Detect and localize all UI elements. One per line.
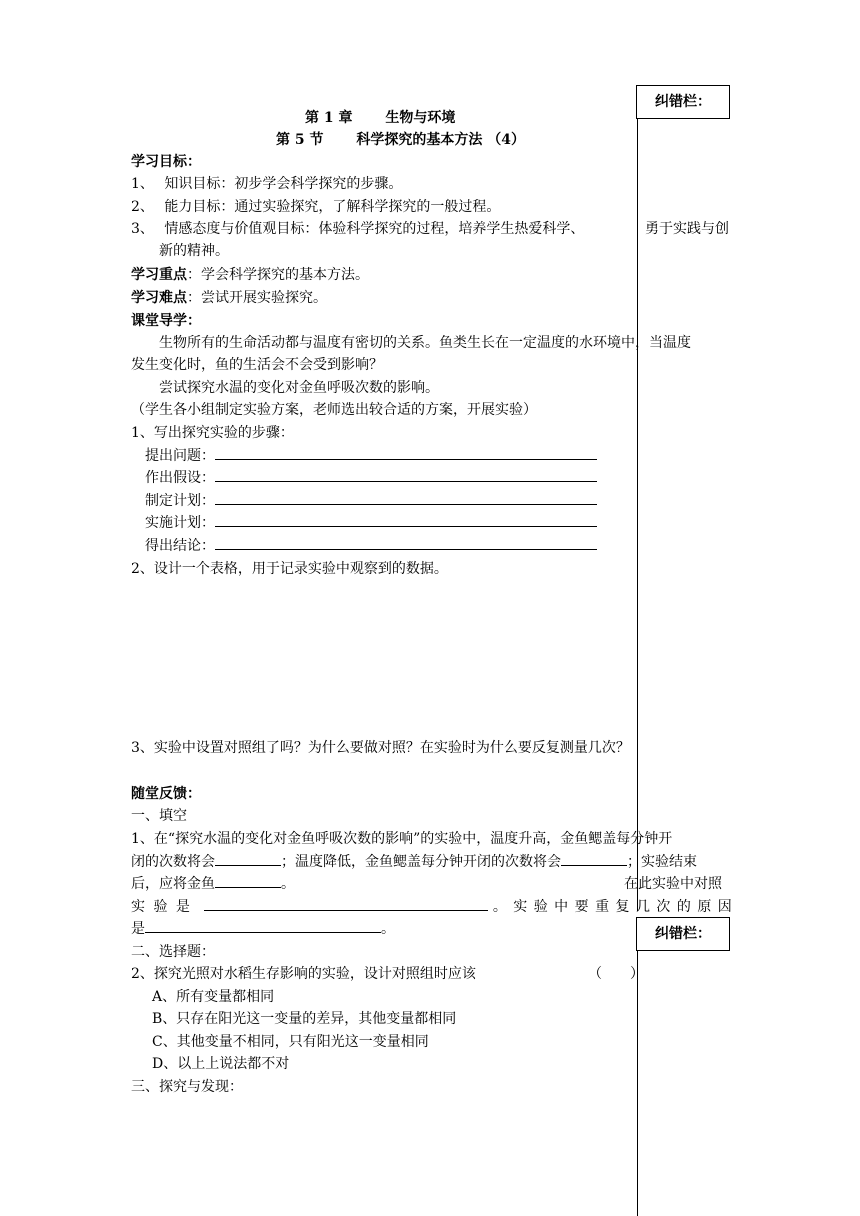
goal-text: 知识目标：初步学会科学探究的步骤。 (164, 176, 403, 192)
answer-blank[interactable] (215, 535, 597, 550)
step-row (145, 467, 597, 489)
focus-text: ：学会科学探究的基本方法。 (187, 267, 369, 283)
step-row (145, 512, 597, 534)
answer-blank[interactable] (215, 467, 597, 482)
section-title (276, 129, 525, 151)
question-3: 3、实验中设置对照组了吗？为什么要做对照？在实验时为什么要反复测量几次？ (131, 740, 630, 756)
chapter-number: 第 1 章 (305, 110, 353, 126)
answer-blank[interactable] (215, 445, 597, 460)
difficulty-text: ：尝试开展实验探究。 (187, 290, 327, 306)
fill-text: 是 (131, 921, 145, 937)
goal-text: 能力目标：通过实验探究，了解科学探究的一般过程。 (164, 199, 501, 215)
fill-line-tail: 在此实验中对照 (624, 876, 722, 892)
goal-item (131, 218, 584, 240)
goal-number: 3、 (131, 221, 154, 237)
fill-text: 闭的次数将会 (131, 854, 215, 870)
answer-blank[interactable] (215, 851, 281, 866)
step-label: 制定计划： (145, 493, 215, 509)
answer-blank[interactable] (204, 896, 488, 911)
goals-heading: 学习目标： (131, 154, 201, 170)
focus-heading: 学习重点 (131, 267, 187, 283)
choice-option[interactable]: A、所有变量都相同 (152, 989, 275, 1005)
fill-line: 1、在“探究水温的变化对金鱼呼吸次数的影响”的实验中，温度升高，金鱼鳃盖每分钟开 (131, 831, 673, 847)
answer-blank[interactable] (215, 512, 597, 527)
choice-option[interactable]: C、其他变量不相同，只有阳光这一变量相同 (152, 1034, 429, 1050)
choice-option[interactable]: D、以上上说法都不对 (152, 1056, 290, 1072)
fill-text: 实 验 是 (131, 899, 192, 915)
section-number: 第 5 节 (276, 132, 324, 148)
step-row (145, 490, 597, 512)
fill-line (131, 873, 295, 895)
part-2-heading: 二、选择题： (131, 944, 215, 960)
fill-text: 。 (381, 921, 395, 937)
fill-line (131, 851, 697, 873)
fill-line (131, 918, 395, 940)
answer-blank[interactable] (145, 918, 381, 933)
fill-line (131, 896, 733, 918)
step-row (145, 535, 597, 557)
guide-heading: 课堂导学： (131, 313, 201, 329)
step-label: 得出结论： (145, 538, 215, 554)
answer-blank[interactable] (215, 490, 597, 505)
answer-blank[interactable] (215, 873, 281, 888)
part-3-heading: 三、探究与发现： (131, 1079, 243, 1095)
feedback-heading: 随堂反馈： (131, 786, 201, 802)
difficulty-line (131, 287, 327, 309)
fill-text: 。 实 验 中 要 重 复 几 次 的 原 因 (492, 899, 733, 915)
correction-box-top: 纠错栏： (636, 85, 730, 119)
step-label: 作出假设： (145, 470, 215, 486)
correction-box-bottom: 纠错栏： (636, 917, 730, 951)
part-1-heading: 一、填空 (131, 808, 187, 824)
chapter-name: 生物与环境 (385, 110, 456, 126)
question-1: 1、写出探究实验的步骤： (131, 425, 294, 441)
goal-number: 2、 (131, 199, 154, 215)
fill-text: ；实验结束 (627, 854, 697, 870)
answer-blank[interactable] (561, 851, 627, 866)
step-row (145, 445, 597, 467)
answer-paren[interactable]: （ ） (588, 966, 644, 982)
correction-column-line-top (637, 118, 638, 911)
fill-text: 。 (281, 876, 295, 892)
section-name: 科学探究的基本方法 （4） (356, 132, 525, 148)
choice-option[interactable]: B、只存在阳光这一变量的差异，其他变量都相同 (152, 1011, 457, 1027)
goal-number: 1、 (131, 176, 154, 192)
guide-paragraph: 生物所有的生命活动都与温度有密切的关系。鱼类生长在一定温度的水环境中，当温度 (159, 335, 691, 351)
correction-column-line-bottom (637, 949, 638, 1216)
fill-text: ；温度降低，金鱼鳃盖每分钟开闭的次数将会 (281, 854, 561, 870)
guide-task: 尝试探究水温的变化对金鱼呼吸次数的影响。 (159, 380, 439, 396)
goal-item-continuation: 新的精神。 (159, 243, 229, 259)
goal-item (131, 196, 500, 218)
question-2: 2、设计一个表格，用于记录实验中观察到的数据。 (131, 561, 448, 577)
focus-line (131, 264, 369, 286)
fill-text: 后，应将金鱼 (131, 876, 215, 892)
step-label: 实施计划： (145, 515, 215, 531)
goal-item-tail: 勇于实践与创 (645, 221, 729, 237)
choice-question: 2、探究光照对水稻生存影响的实验，设计对照组时应该 (131, 966, 476, 982)
step-label: 提出问题： (145, 448, 215, 464)
goal-text: 情感态度与价值观目标：体验科学探究的过程，培养学生热爱科学、 (164, 221, 585, 237)
guide-paragraph-cont: 发生变化时，鱼的生活会不会受到影响？ (131, 357, 383, 373)
difficulty-heading: 学习难点 (131, 290, 187, 306)
guide-note: （学生各小组制定实验方案，老师选出较合适的方案，开展实验） (131, 402, 537, 418)
goal-item (131, 173, 402, 195)
chapter-title (305, 107, 455, 129)
